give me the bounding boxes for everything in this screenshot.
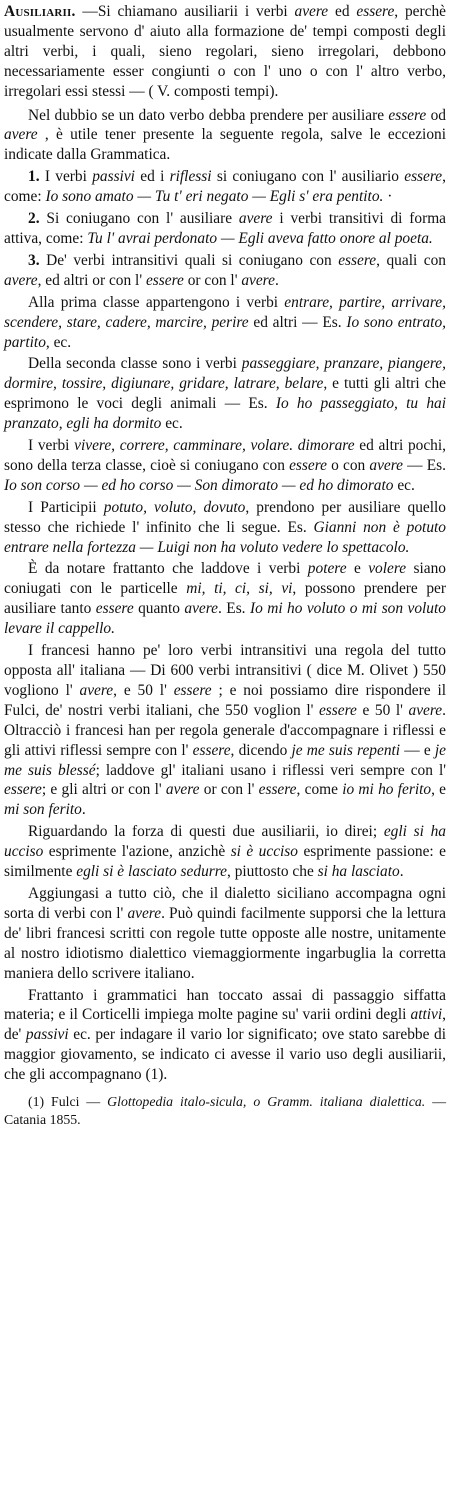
text-run: je me suis repenti [291,741,401,759]
text-run: Io mi ho voluto o mi son voluto levare il cappello. [4,600,446,638]
text-run: ec. [161,415,183,433]
text-run: od [426,106,446,124]
text-run: De' verbi intransitivi quali si coniugano con [39,251,339,269]
text-run: , ec. [45,333,72,351]
text-run: avere [294,3,329,20]
text-run: essere [145,271,184,289]
text-run: ; laddove gl' italiani usano i riflessi veri sempre con l' [95,761,446,779]
text-run: volere [368,560,407,578]
text-run: essere [338,251,377,269]
rule-number: 1. [28,168,40,186]
text-run: essere [4,781,42,799]
paragraph-dialetto [4,884,446,984]
text-run: , e [431,781,446,799]
text-run: attivi [410,1006,443,1024]
text-run: Io sono entrato, partito [4,313,447,351]
text-run: avere [184,600,219,618]
text-run: avere [369,456,404,474]
headword: Ausiliarii. [4,3,76,20]
text-run: — e [400,741,435,759]
paragraph-grammatici [4,986,446,1086]
text-run: si è ucciso [230,843,298,861]
text-run: avere [241,271,275,289]
text-run: , prendono per ausiliare quello stesso che richiede l' infinito che li segue. Es. [4,498,446,536]
text-run: ed i [134,168,170,186]
text-run: riflessi [169,168,212,186]
text-run: quanto [133,600,185,618]
text-run: passivi [25,1026,69,1044]
text-run: , e 50 l' [113,681,174,699]
text-run: avere [79,681,114,699]
text-run: I Participii [28,498,104,516]
text-run: o con [326,456,370,474]
text-run: potuto, voluto, dovuto [103,498,246,516]
paragraph-participii [4,498,446,558]
text-run: . Oltracciò i francesi han per regola generale d'accompagnare i riflessi e gli attivi riflessi sempre con l' [4,701,446,759]
text-run: passivi [92,168,135,186]
text-run: Io ho passeggiato, tu hai pranzato, egli ha dormito [4,395,446,433]
text-run: e 50 l' [356,701,409,719]
text-run: essere [95,600,134,618]
text-run: mi son ferito [4,801,82,819]
text-run: — Es. [403,456,446,474]
rule-number: 2. [28,210,40,228]
text-run: i verbi transitivi di forma attiva, come: [4,210,446,247]
text-run: . [81,801,86,819]
footnote-text-run: Glottopedia italo-sicula, o Gramm. italiana dialettica. [107,1094,426,1110]
text-run: , è utile tener presente la seguente regola, salve le eccezioni indicate dalla Grammatica. [4,126,446,164]
text-run: egli si è lasciato sedurre [76,863,227,881]
text-run: io mi ho ferito [342,781,432,799]
paragraph-dubbio [4,106,446,166]
text-run: , come: [4,168,446,206]
text-run: ; e gli altri or con l' [41,781,166,799]
text-run: Si coniugano con l' ausiliare [39,210,239,228]
paragraph-forza-ausiliarii [4,822,446,882]
text-run: siano coniugati con le particelle [4,560,446,598]
ausiliarii-article [4,2,446,1085]
text-run: or con l' [199,781,259,799]
text-run: e [346,560,369,578]
text-run: , quali con [376,251,446,269]
text-run: essere [173,681,212,699]
text-run: . Es. [218,600,250,618]
text-run: . [274,271,279,289]
text-run: Della seconda classe sono i verbi [28,355,242,373]
text-run: , dicendo [230,741,292,759]
text-run: si coniugano con l' ausiliario [211,168,405,186]
text-run: I verbi [39,168,93,186]
text-run: essere [289,456,327,474]
text-run: I francesi hanno pe' loro verbi intransitivi una regola del tutto opposta all' italiana — Di 600 verbi intransitivi ( dice M. Olivet ) 550 vogliono l' [4,642,446,699]
text-run: Gianni non è potuto entrare nella fortezza — Luigi non ha voluto vedere lo spettacolo. [4,518,446,556]
paragraph-francesi [4,641,446,820]
text-run: vivere, correre, camminare, volare. dimorare [74,437,355,455]
text-run: essere [318,701,357,719]
text-run: ed [328,3,357,20]
paragraph-prima-classe [4,293,446,353]
text-run: È da notare frattanto che laddove i verbi [28,560,308,578]
text-run: entrare, partire, arrivare, scendere, stare, cadere, marcire, perire [4,293,446,331]
rule-number: 3. [28,251,40,269]
paragraph-regola-2 [4,209,446,249]
text-run: ; e noi possiamo dire rispondere il Fulci, de' nostri verbi italiani, che 550 voglion l' [4,681,447,719]
paragraph-potere-volere [4,559,446,639]
text-run: , de' [4,1006,446,1044]
text-run: passeggiare, pranzare, piangere, dormire, tossire, digiunare, gridare, latrare, belare [4,355,446,393]
text-run: je me suis blessé [4,741,446,779]
text-run: egli si ha ucciso [4,823,447,861]
text-run: Aggiungasi a tutto ciò, che il dialetto siciliano accompagna ogni sorta di verbi con l' [4,884,446,922]
paragraph-seconda-classe [4,354,446,434]
text-run: essere [192,741,231,759]
text-run: mi, ti, ci, si, vi [186,580,293,598]
text-run: Nel dubbio se un dato verbo debba prendere per ausiliare [28,106,389,124]
text-run: avere [4,271,38,289]
text-run: , perchè usualmente servono d' aiuto alla formazione de' tempi composti degli altri verbi, i quali, sieno regolari, sieno irregolari, debbono necessariamente esser congiunti o con l' uno o con l' altro verbo, irregolari essi stessi — ( V. composti tempi). [4,3,446,100]
footnote-text-run: (1) Fulci — [28,1094,108,1110]
text-run: ed altri — Es. [248,313,347,331]
paragraph-intro [4,2,446,102]
text-run: Io son corso — ed ho corso — Son dimorato — ed ho dimorato [4,476,394,494]
text-run: essere [356,3,395,20]
text-run: esprimente l'azione, anzichè [43,843,231,861]
text-run: —Si chiamano ausiliarii i verbi [75,3,295,20]
paragraph-regola-1 [4,167,446,207]
text-run: · [383,188,393,206]
text-run: , possono prendere per ausiliare tanto [4,580,446,618]
text-run: . [399,863,404,881]
text-run: avere [4,126,38,144]
text-run: I verbi [28,437,75,455]
text-run: Io sono amato — Tu t' eri negato — Egli s' era pentito. [45,188,384,206]
text-run: si ha lasciato [317,863,400,881]
footnote-text-run: — Catania 1855. [4,1094,447,1128]
text-run: avere [408,701,443,719]
text-run: esprimente passione: e similmente [4,843,446,881]
text-run: ed altri pochi, sono della terza classe, cioè si coniugano con [4,437,446,474]
text-run: Alla prima classe appartengono i verbi [28,293,285,311]
text-run: essere [404,168,443,186]
text-run: essere [258,781,297,799]
text-run: avere [165,781,200,799]
text-run: Tu l' avrai perdonato — Egli aveva fatto onore al poeta. [87,229,433,247]
text-run: , piuttosto che [227,863,318,881]
text-run: ec. [393,476,415,494]
paragraph-terza-classe [4,436,446,496]
footnote [4,1093,446,1129]
text-run: , ed altri or con l' [37,271,146,289]
text-run: avere [127,904,162,922]
text-run: avere [238,210,273,228]
text-run: , come [296,781,343,799]
text-run: Riguardando la forza di questi due ausiliarii, io direi; [28,823,384,841]
text-run: , e tutti gli altri che esprimono le voci degli animali — Es. [4,375,447,413]
text-run: or con l' [183,271,242,289]
paragraph-regola-3 [4,251,446,291]
text-run: Frattanto i grammatici han toccato assai di passaggio siffatta materia; e il Corticelli impiega molte pagine su' varii ordini degli [4,986,446,1024]
text-run: ec. per indagare il vario lor significato; ove stato sarebbe di maggior giovamento, se indicato ci avesse il vario uso degli ausiliarii, che gli accompagnano (1). [4,1026,446,1084]
text-run: . Può quindi facilmente supporsi che la lettura de' libri francesi scritti con regole tutte opposte alle nostre, unitamente al nostro idiotismo dialettico viemaggiormente ingarbuglia la corretta maniera dello scrivere italiano. [4,904,446,982]
text-run: potere [307,560,347,578]
text-run: essere [388,106,427,124]
